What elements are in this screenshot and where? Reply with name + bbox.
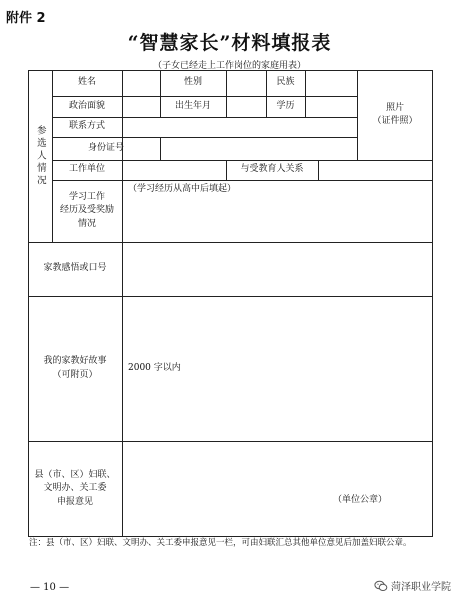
relation-input[interactable] [318, 160, 433, 180]
photo-note: （证件照） [372, 116, 418, 126]
wechat-icon [374, 579, 388, 593]
ethnicity-label: 民族 [276, 77, 295, 88]
opinion-label: 县（市、区）妇联、 文明办、关工委 申报意见 [34, 470, 116, 507]
contact-input[interactable] [122, 117, 357, 137]
photo-label: 照片 [385, 102, 404, 113]
employer-input[interactable] [122, 160, 226, 180]
form-title: “智慧家长”材料填报表 [127, 32, 332, 54]
contact-label: 联系方式 [68, 121, 105, 132]
attachment-label: 附件 2 [6, 11, 46, 26]
history-input[interactable] [128, 183, 428, 239]
watermark: 菏泽职业学院 [374, 578, 451, 593]
page-number: — 10 — [30, 582, 70, 593]
political-status-input[interactable] [122, 96, 160, 117]
gender-label: 性别 [183, 77, 202, 88]
story-hint: 2000 字以内 [128, 362, 181, 373]
id-number-input[interactable] [160, 137, 357, 160]
education-label: 学历 [276, 100, 295, 111]
gender-input[interactable] [226, 70, 266, 96]
story-input[interactable] [128, 296, 428, 441]
history-hint: （学习经历从高中后填起） [128, 184, 237, 194]
employer-label: 工作单位 [68, 164, 105, 175]
birth-date-label: 出生年月 [174, 100, 211, 111]
name-label: 姓名 [77, 77, 96, 88]
photo-box[interactable] [357, 70, 433, 160]
opinion-input[interactable] [122, 441, 433, 537]
slogan-label: 家教感悟或口号 [43, 263, 107, 274]
stamp-label: （单位公章） [333, 495, 388, 505]
slogan-input[interactable] [122, 242, 433, 296]
story-label: 我的家教好故事 （可附页） [43, 356, 107, 380]
birth-date-input[interactable] [226, 96, 266, 117]
form-subtitle: （子女已经走上工作岗位的家庭用表） [152, 61, 306, 71]
ethnicity-input[interactable] [305, 70, 357, 96]
history-label: 学习工作 经历及受奖励 情况 [59, 192, 114, 229]
name-input[interactable] [122, 70, 160, 96]
id-number-label: 身份证号 [87, 142, 124, 153]
participant-section-label: 参选人情况 [34, 124, 46, 188]
relation-label: 与受教育人关系 [240, 164, 304, 175]
footnote: 注：县（市、区）妇联、文明办、关工委申报意见一栏，可由妇联汇总其他单位意见后加盖妇联公章。 [29, 538, 412, 548]
education-input[interactable] [305, 96, 357, 117]
political-status-label: 政治面貌 [68, 100, 105, 111]
